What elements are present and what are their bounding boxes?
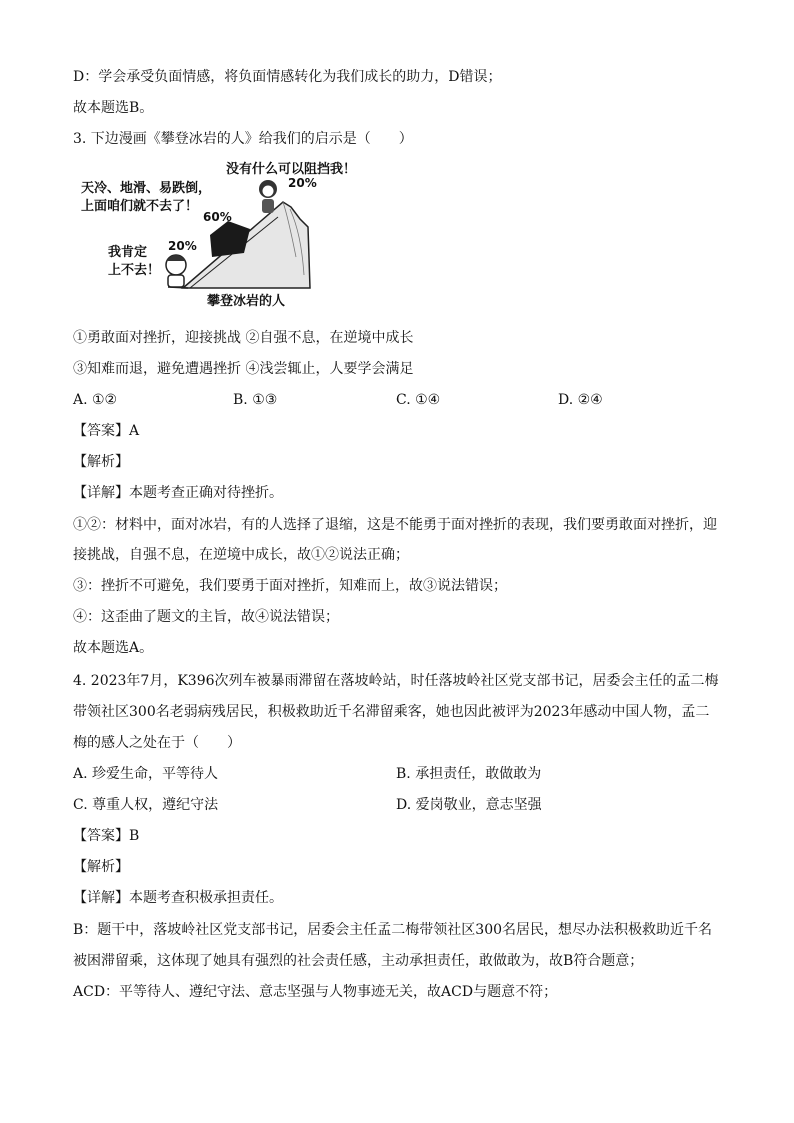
question-4-stem-3: 梅的感人之处在于（ ） — [73, 735, 241, 751]
question-3-explanation-3: ③：挫折不可避免，我们要勇于面对挫折，知难而上，故③说法错误； — [73, 578, 507, 594]
question-3-answer: 【答案】A — [73, 423, 140, 439]
answer-summary: 故本题选B。 — [73, 100, 154, 116]
question-3-explanation-2: 接挑战，自强不息，在逆境中成长，故①②说法正确； — [73, 547, 409, 563]
question-4-option-b: B. 承担责任，敢做敢为 — [396, 766, 542, 782]
question-4-explanation-1: B：题干中，落坡岭社区党支部书记，居委会主任孟二梅带领社区300名居民，想尽办法积极救助近千名 — [73, 922, 713, 938]
question-4-stem-1: 4. 2023年7月，K396次列车被暴雨滞留在落坡岭站，时任落坡岭社区党支部书记，居委会主任的孟二梅 — [73, 673, 719, 689]
question-4-answer: 【答案】B — [73, 828, 140, 844]
question-3-statements-1: ①勇敢面对挫折，迎接挑战 ②自强不息，在逆境中成长 — [73, 330, 414, 346]
question-3-option-d: D. ②④ — [558, 392, 603, 408]
question-3-explanation-4: ④：这歪曲了题文的主旨，故④说法错误； — [73, 609, 339, 625]
question-4-option-c: C. 尊重人权，遵纪守法 — [73, 797, 219, 813]
question-3-option-c: C. ①④ — [396, 392, 441, 408]
question-4-option-d: D. 爱岗敬业，意志坚强 — [396, 797, 542, 813]
question-4-explanation-2: 被困滞留乘，这体现了她具有强烈的社会责任感，主动承担责任，敢做敢为，故B符合题意； — [73, 953, 644, 969]
question-3-explanation-1: ①②：材料中，面对冰岩，有的人选择了退缩，这是不能勇于面对挫折的表现，我们要勇敢面对挫折，迎 — [73, 517, 717, 533]
question-4-option-a: A. 珍爱生命，平等待人 — [73, 766, 219, 782]
cartoon-pct-low: 20% — [168, 239, 197, 253]
cartoon-ice-climbers — [78, 157, 357, 313]
cartoon-pct-mid: 60% — [203, 210, 232, 224]
question-3-detail: 【详解】本题考查正确对待挫折。 — [73, 485, 283, 501]
option-d-explanation: D：学会承受负面情感，将负面情感转化为我们成长的助力，D错误； — [73, 69, 502, 85]
cartoon-bubble-top: 没有什么可以阻挡我！ — [226, 162, 357, 177]
cartoon-low-line2: 上不去！ — [108, 263, 161, 278]
cartoon-low-line1: 我肯定 — [108, 245, 148, 260]
question-3-analysis-label: 【解析】 — [73, 454, 129, 470]
question-4-explanation-3: ACD：平等待人、遵纪守法、意志坚强与人物事迹无关，故ACD与题意不符； — [73, 984, 558, 1000]
question-3-conclusion: 故本题选A。 — [73, 640, 154, 656]
question-3-option-b: B. ①③ — [233, 392, 278, 408]
cartoon-left-line2: 上面咱们就不去了！ — [81, 199, 199, 214]
question-3-stem: 3. 下边漫画《攀登冰岩的人》给我们的启示是（ ） — [73, 131, 413, 147]
cartoon-pct-top: 20% — [288, 176, 317, 190]
question-4-analysis-label: 【解析】 — [73, 859, 129, 875]
question-3-option-a: A. ①② — [73, 392, 118, 408]
cartoon-caption: 攀登冰岩的人 — [207, 294, 286, 309]
cartoon-left-line1: 天冷、地滑、易跌倒， — [81, 181, 212, 196]
question-4-detail: 【详解】本题考查积极承担责任。 — [73, 890, 283, 906]
question-3-statements-2: ③知难而退，避免遭遇挫折 ④浅尝辄止，人要学会满足 — [73, 361, 414, 377]
question-4-stem-2: 带领社区300名老弱病残居民，积极救助近千名滞留乘客，她也因此被评为2023年感动中国人物，孟二 — [73, 704, 710, 720]
